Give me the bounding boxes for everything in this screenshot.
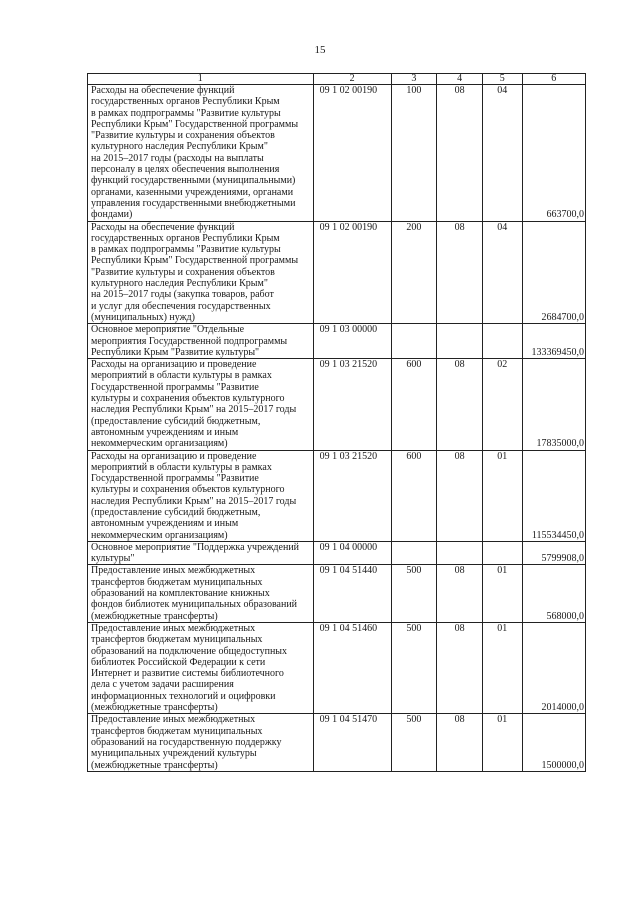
- header-col-4: 4: [437, 74, 483, 85]
- row-sum: 568000,0: [522, 565, 585, 622]
- row-expense-type: 100: [391, 85, 437, 222]
- row-section: 08: [437, 622, 483, 713]
- row-subsection: 01: [483, 714, 523, 771]
- row-expense-type: [391, 324, 437, 359]
- header-col-2: 2: [313, 74, 391, 85]
- row-expense-type: 500: [391, 622, 437, 713]
- row-section: [437, 541, 483, 565]
- row-sum: 5799908,0: [522, 541, 585, 565]
- row-sum: 17835000,0: [522, 359, 585, 450]
- row-code: 09 1 04 51440: [313, 565, 391, 622]
- row-expense-type: 200: [391, 221, 437, 324]
- table-row: [88, 85, 586, 222]
- page-number: 15: [314, 44, 326, 56]
- header-col-1: 1: [88, 74, 314, 85]
- row-code: 09 1 04 00000: [313, 541, 391, 565]
- row-section: 08: [437, 85, 483, 222]
- row-subsection: 01: [483, 622, 523, 713]
- table-row: [88, 450, 586, 541]
- row-subsection: 01: [483, 565, 523, 622]
- row-sum: 115534450,0: [522, 450, 585, 541]
- row-section: 08: [437, 359, 483, 450]
- row-expense-type: 500: [391, 714, 437, 771]
- row-name: Расходы на организацию и проведение мероприятий в области культуры в рамках Государственной программы "Развитие культуры и сохранения объектов культурного наследия Республики Крым" на 2015–2017 годы (предоставление субсидий бюджетным, автономным учреждениям и иным некоммерческим организациям): [88, 359, 314, 450]
- row-sum: 2684700,0: [522, 221, 585, 324]
- row-sum: 1500000,0: [522, 714, 585, 771]
- header-col-5: 5: [483, 74, 523, 85]
- header-col-3: 3: [391, 74, 437, 85]
- row-name: Расходы на обеспечение функций государственных органов Республики Крым в рамках подпрограммы "Развитие культуры Республики Крым" Государственной программы "Развитие культуры и сохранения объектов культурного наследия Республики Крым" на 2015–2017 годы (закупка товаров, работ и услуг для обеспечения государственных (муниципальных) нужд): [88, 221, 314, 324]
- row-code: 09 1 03 21520: [313, 359, 391, 450]
- row-code: 09 1 02 00190: [313, 85, 391, 222]
- row-sum: 133369450,0: [522, 324, 585, 359]
- row-code: 09 1 02 00190: [313, 221, 391, 324]
- row-subsection: 04: [483, 85, 523, 222]
- row-name: Предоставление иных межбюджетных трансфертов бюджетам муниципальных образований на подключение общедоступных библиотек Российской Федерации к сети Интернет и развитие системы библиотечного дела с учетом задачи расширения информационных технологий и оцифровки (межбюджетные трансферты): [88, 622, 314, 713]
- row-code: 09 1 03 00000: [313, 324, 391, 359]
- row-expense-type: 500: [391, 565, 437, 622]
- row-expense-type: [391, 541, 437, 565]
- row-code: 09 1 04 51460: [313, 622, 391, 713]
- header-col-6: 6: [522, 74, 585, 85]
- row-name: Предоставление иных межбюджетных трансфертов бюджетам муниципальных образований на комплектование книжных фондов библиотек муниципальных образований (межбюджетные трансферты): [88, 565, 314, 622]
- row-section: 08: [437, 714, 483, 771]
- table-row: [88, 324, 586, 359]
- row-code: 09 1 04 51470: [313, 714, 391, 771]
- row-section: 08: [437, 450, 483, 541]
- table-row: [88, 541, 586, 565]
- row-subsection: 04: [483, 221, 523, 324]
- table-row: [88, 714, 586, 771]
- table-row: [88, 565, 586, 622]
- row-name: Расходы на организацию и проведение мероприятий в области культуры в рамках Государственной программы "Развитие культуры и сохранения объектов культурного наследия Республики Крым" на 2015–2017 годы (предоставление субсидий бюджетным, автономным учреждениям и иным некоммерческим организациям): [88, 450, 314, 541]
- row-name: Основное мероприятие "Поддержка учреждений культуры": [88, 541, 314, 565]
- row-expense-type: 600: [391, 450, 437, 541]
- row-sum: 663700,0: [522, 85, 585, 222]
- row-section: 08: [437, 221, 483, 324]
- row-sum: 2014000,0: [522, 622, 585, 713]
- table-row: [88, 622, 586, 713]
- row-name: Основное мероприятие "Отдельные мероприятия Государственной подпрограммы Республики Крым "Развитие культуры": [88, 324, 314, 359]
- table-row: [88, 221, 586, 324]
- row-section: [437, 324, 483, 359]
- row-subsection: 02: [483, 359, 523, 450]
- row-name: Предоставление иных межбюджетных трансфертов бюджетам муниципальных образований на государственную поддержку муниципальных учреждений культуры (межбюджетные трансферты): [88, 714, 314, 771]
- table-header-row: [88, 74, 586, 85]
- table-row: [88, 359, 586, 450]
- row-name: Расходы на обеспечение функций государственных органов Республики Крым в рамках подпрограммы "Развитие культуры Республики Крым" Государственной программы "Развитие культуры и сохранения объектов культурного наследия Республики Крым" на 2015–2017 годы (расходы на выплаты персоналу в целях обеспечения выполнения функций государственными (муниципальными) органами, казенными учреждениями, органами управления государственными внебюджетными фондами): [88, 85, 314, 222]
- row-subsection: 01: [483, 450, 523, 541]
- row-section: 08: [437, 565, 483, 622]
- budget-table: [87, 73, 586, 772]
- row-subsection: [483, 541, 523, 565]
- row-code: 09 1 03 21520: [313, 450, 391, 541]
- row-expense-type: 600: [391, 359, 437, 450]
- row-subsection: [483, 324, 523, 359]
